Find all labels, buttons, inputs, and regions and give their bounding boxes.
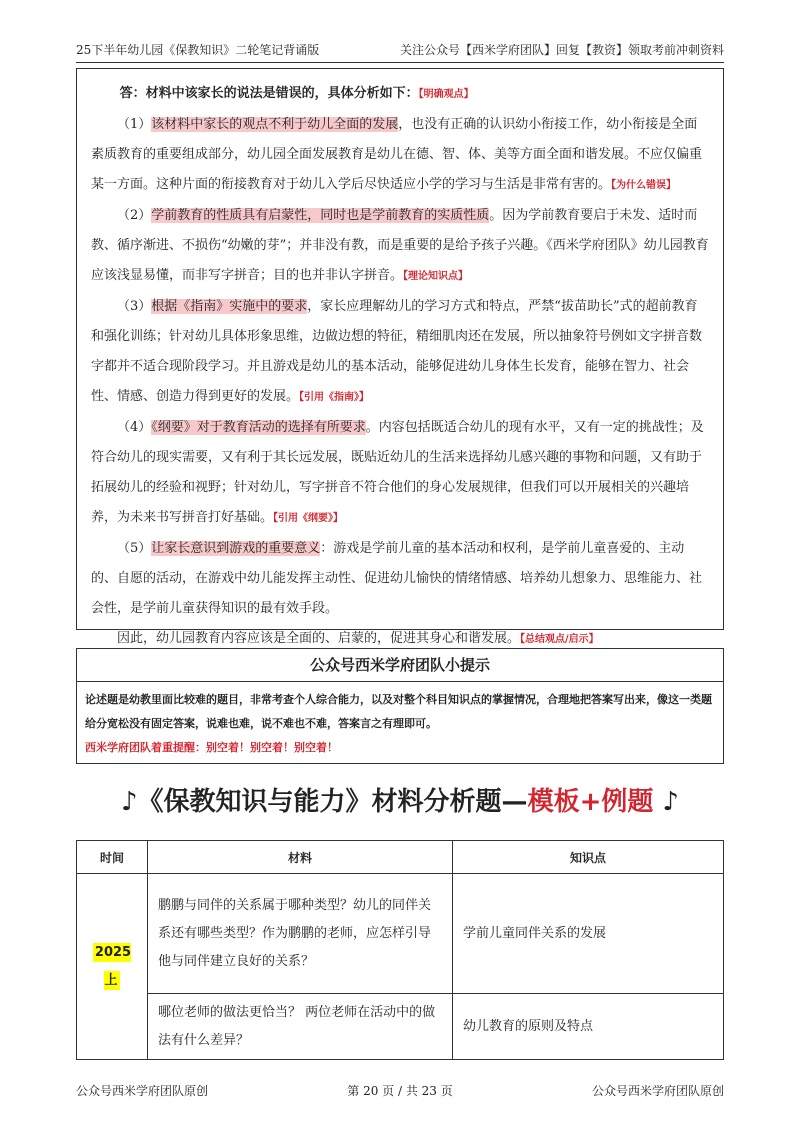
answer-point-1: （1）该材料中家长的观点不利于幼儿全面的发展，也没有正确的认识幼小衔接工作，幼小衔接是全面素质教育的重要组成部分，幼儿园全面发展教育是幼儿在德、智、体、美等方面全面和谐发展。不应仅偏重某一方面。这种片面的衔接教育对于幼儿入学后尽快适应小学的学习与生活是非常有害的。【为什么错误】: [91, 117, 703, 192]
section-title-accent: 模板+例题: [527, 787, 654, 817]
col-header-point: 知识点: [453, 841, 724, 874]
tag-why-wrong: 【为什么错误】: [611, 180, 677, 191]
col-header-time: 时间: [77, 841, 148, 874]
page-number: 第 20 页 / 共 23 页: [347, 1084, 453, 1098]
table-header-row: [77, 841, 724, 874]
highlight-1: 该材料中家长的观点不利于幼儿全面的发展: [151, 117, 399, 132]
tip-body: [77, 682, 723, 760]
tip-box: [76, 648, 724, 764]
material-cell: 鹏鹏与同伴的关系属于哪种类型？幼儿的同伴关系还有哪些类型？作为鹏鹏的老师，应怎样引导他与同伴建立良好的关系？: [148, 874, 453, 994]
header-promo: 关注公众号【西米学府团队】回复【教资】领取考前冲刺资料: [399, 43, 724, 57]
answer-heading: 答：材料中该家长的说法是错误的，具体分析如下：【明确观点】: [119, 86, 474, 101]
highlight-4: 《纲要》对于教育活动的选择有所要求: [151, 420, 366, 435]
year-badge: 2025上: [94, 944, 132, 988]
page-footer: [76, 1082, 724, 1099]
year-cell: [77, 874, 148, 1060]
point-cell: 幼儿教育的原则及特点: [453, 994, 724, 1060]
footer-right: 公众号西米学府团队原创: [591, 1084, 724, 1098]
answer-point-5: （5）让家长意识到游戏的重要意义：游戏是学前儿童的基本活动和权利，是学前儿童喜爱的、主动的、自愿的活动，在游戏中幼儿能发挥主动性、促进幼儿愉快的情绪情感、培养幼儿想象力、思维能力、社会性，是学前儿童获得知识的最有效手段。: [91, 541, 703, 616]
tag-theory: 【理论知识点】: [403, 271, 469, 282]
answer-point-2: （2）学前教育的性质具有启蒙性，同时也是学前教育的实质性质。因为学前教育要启于未发、适时而教、循序渐进、不损伤“幼嫩的芽”；并非没有教，而是重要的是给予孩子兴趣。《西米学府团队》幼儿园教育应该浅显易懂，而非写字拼音；目的也并非认字拼音。【理论知识点】: [91, 208, 709, 283]
tag-outline: 【引用《纲要》】: [273, 513, 344, 524]
header-doc-title: 25下半年幼儿园《保教知识》二轮笔记背诵版: [76, 43, 320, 57]
tag-guide: 【引用《指南》】: [299, 392, 370, 403]
answer-conclusion: 因此，幼儿园教育内容应该是全面的、启蒙的，促进其身心和谐发展。【总结观点/启示】: [117, 631, 599, 646]
section-title: ♪《保教知识与能力》材料分析题—模板+例题 ♪: [120, 787, 680, 817]
tip-title: 公众号西米学府团队小提示: [77, 649, 723, 682]
tip-warning: 西米学府团队着重提醒：别空着！别空着！别空着！: [85, 741, 338, 754]
answer-point-3: （3）根据《指南》实施中的要求，家长应理解幼儿的学习方式和特点，严禁“拔苗助长”式的超前教育和强化训练；针对幼儿具体形象思维，边做边想的特征，精细肌肉还在发展，所以抽象符号例如文字拼音数字都并不适合现阶段学习。并且游戏是幼儿的基本活动，能够促进幼儿身体生长发育，能够在智力、社会性、情感、创造力得到更好的发展。【引用《指南》】: [91, 299, 703, 404]
footer-left: 公众号西米学府团队原创: [76, 1084, 209, 1098]
knowledge-table: [76, 840, 724, 1060]
table-row: [77, 874, 724, 994]
table-row: [77, 994, 724, 1060]
tag-clear-view: 【明确观点】: [418, 89, 474, 100]
highlight-5: 让家长意识到游戏的重要意义: [151, 541, 321, 556]
answer-box: [76, 68, 724, 646]
col-header-material: 材料: [148, 841, 453, 874]
tag-summary: 【总结观点/启示】: [520, 634, 599, 645]
material-cell: 哪位老师的做法更恰当？ 两位老师在活动中的做法有什么差异？: [148, 994, 453, 1060]
tip-text: 论述题是幼教里面比较难的题目，非常考查个人综合能力，以及对整个科目知识点的掌握情况，合理地把答案写出来，像这一类题给分宽松没有固定答案，说难也难，说不难也不难，答案言之有理即可。: [85, 693, 712, 730]
point-cell: 学前儿童同伴关系的发展: [453, 874, 724, 994]
page-header: [76, 36, 724, 63]
answer-point-4: （4）《纲要》对于教育活动的选择有所要求。内容包括既适合幼儿的现有水平，又有一定的挑战性；及符合幼儿的现实需要，又有利于其长远发展，既贴近幼儿的生活来选择幼儿感兴趣的事物和问题，又有助于拓展幼儿的经验和视野；针对幼儿，写字拼音不符合他们的身心发展规律，但我们可以开展相关的兴趣培养，为未来书写拼音打好基础。【引用《纲要》】: [91, 420, 704, 525]
highlight-2: 学前教育的性质具有启蒙性，同时也是学前教育的实质性质: [151, 208, 490, 223]
highlight-3: 根据《指南》实施中的要求: [151, 299, 308, 314]
